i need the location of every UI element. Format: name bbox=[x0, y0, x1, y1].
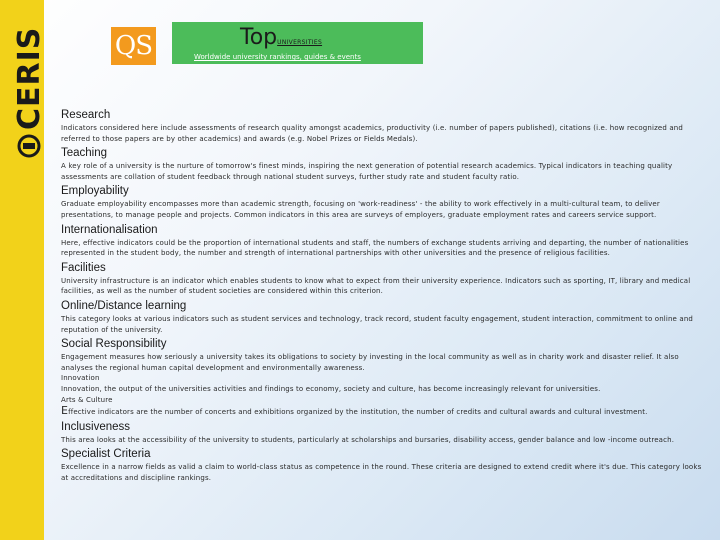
section-body-specialist-criteria: Excellence in a narrow fields as valid a claim to world-class status as competence in the round. These criteria are designed to extend credit where it's due. This category looks at accreditations and discipline rankings. bbox=[61, 463, 702, 482]
ceris-logo bbox=[2, 14, 47, 160]
section-title-specialist-criteria: Specialist Criteria bbox=[61, 448, 151, 461]
qs-logo: QS bbox=[111, 27, 156, 65]
sidebar-band bbox=[0, 0, 47, 540]
banner-subtitle-link[interactable]: Worldwide university rankings, guides & events bbox=[194, 53, 361, 61]
section-body-employability: Graduate employability encompasses more than academic strength, focusing on 'work-readiness' - the ability to work effectively in a multi-cultural team, to deliver presentations, to manage people and projects. Common indicators in this area are surveys of employers, graduate employment rates and careers service support. bbox=[61, 200, 660, 219]
section-body-arts-culture bbox=[61, 406, 706, 418]
subsection-title-arts-culture: Arts & Culture bbox=[61, 395, 113, 404]
banner-title-big: Top bbox=[240, 25, 278, 50]
drop-cap: E bbox=[61, 404, 69, 418]
section-body-online-distance-learning: This category looks at various indicators such as student services and technology, track record, student faculty engagement, student interaction, commitment to online and reputation of the university. bbox=[61, 314, 694, 334]
section-body-innovation: Innovation, the output of the universities activities and findings to economy, society and culture, has become increasingly relevant for universities. bbox=[61, 384, 601, 393]
section-title-facilities: Facilities bbox=[61, 261, 106, 274]
subsection-title-innovation: Innovation bbox=[61, 374, 100, 383]
section-title-inclusiveness: Inclusiveness bbox=[61, 420, 131, 433]
section-title-online-distance-learning: Online/Distance learning bbox=[61, 299, 187, 312]
top-universities-banner[interactable] bbox=[172, 22, 423, 64]
section-body-social-responsibility: Engagement measures how seriously a university takes its obligations to society by investing in the local community as well as in charity work and disaster relief. It also analyses the regional human capital development and environmentally awareness. bbox=[61, 353, 679, 372]
section-body-inclusiveness: This area looks at the accessibility of the university to students, particularly at scholarships and bursaries, disability access, gender balance and low -income outreach. bbox=[61, 435, 675, 444]
section-title-internationalisation: Internationalisation bbox=[61, 223, 158, 236]
svg-text:CERIS: CERIS bbox=[12, 26, 47, 130]
arts-culture-text: ffective indicators are the number of concerts and exhibitions organized by the institution, the number of credits and cultural awards and cultural investment. bbox=[68, 408, 648, 417]
section-title-research: Research bbox=[61, 109, 111, 121]
banner-title bbox=[240, 25, 322, 50]
section-body-facilities: University infrastructure is an indicator which enables students to know what to expect from their university experience. Indicators such as sporting, IT, library and medical facilities, as well as the number of student societies are considered within this criterion. bbox=[61, 276, 691, 296]
section-title-teaching: Teaching bbox=[61, 147, 108, 160]
section-body-internationalisation: Here, effective indicators could be the proportion of international students and staff, the numbers of exchange students arriving and departing, the number of nationalities represented in the student body, the number and strength of international partnerships with other universities and the presence of religious facilities. bbox=[61, 238, 689, 258]
criteria-list bbox=[61, 108, 706, 485]
section-title-social-responsibility: Social Responsibility bbox=[61, 338, 167, 351]
banner-title-small: UNIVERSITIES bbox=[277, 39, 323, 46]
section-body-research: Indicators considered here include assessments of research quality amongst academics, productivity (i.e. number of papers published), citations (i.e. how recognized and referred to those papers are by other academics) and awards (e.g. Nobel Prizes or Fields Medals). bbox=[61, 124, 683, 143]
section-title-employability: Employability bbox=[61, 185, 129, 198]
section-body-teaching: A key role of a university is the nurture of tomorrow's finest minds, inspiring the next generation of potential research academics. Typical indicators in teaching quality assessments are collation of student feedback through national student surveys, further study rate and student faculty ratio. bbox=[61, 162, 673, 181]
